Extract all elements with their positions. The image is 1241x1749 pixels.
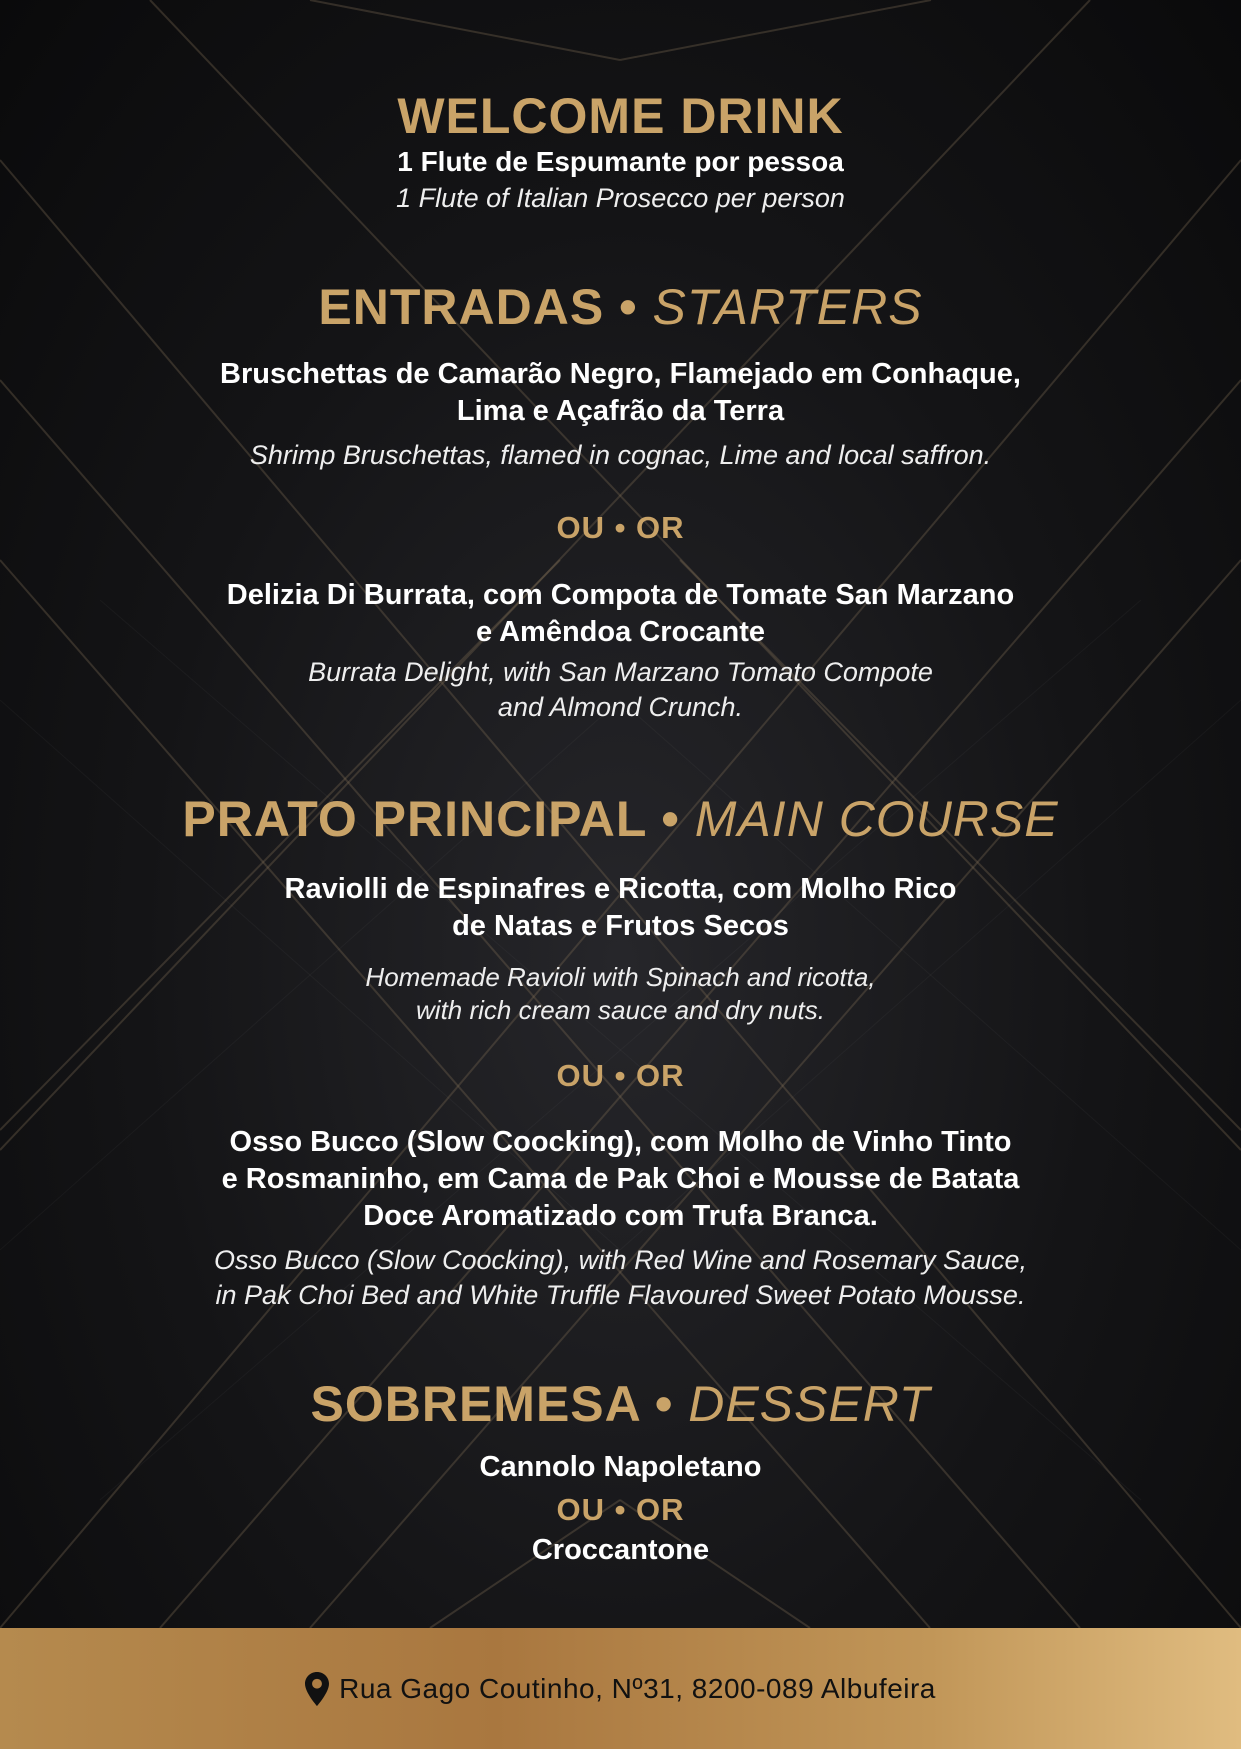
starter-dish-2-en-line1: Burrata Delight, with San Marzano Tomato Compote <box>308 657 933 687</box>
starters-section <box>0 278 1241 336</box>
welcome-section <box>0 88 1241 216</box>
dessert-items <box>0 1449 1241 1565</box>
location-pin-icon <box>305 1672 329 1706</box>
starter-dish-2-pt-line1: Delizia Di Burrata, com Compota de Tomate San Marzano <box>226 579 1015 611</box>
starter-dish-1-pt-line1: Bruschettas de Camarão Negro, Flamejado em Conhaque, <box>220 358 1021 390</box>
main-dish-2-en-line2: in Pak Choi Bed and White Truffle Flavoured Sweet Potato Mousse. <box>215 1280 1026 1310</box>
dessert-or-label: OU • OR <box>556 1492 685 1527</box>
main-course-title-pt: PRATO PRINCIPAL <box>182 791 647 847</box>
main-dish-2-pt-line2: e Rosmaninho, em Cama de Pak Choi e Mousse de Batata <box>221 1163 1020 1195</box>
main-dish-1-pt-line1: Raviolli de Espinafres e Ricotta, com Molho Rico <box>284 873 957 905</box>
main-dish-2-en-line1: Osso Bucco (Slow Coocking), with Red Wine and Rosemary Sauce, <box>213 1245 1028 1275</box>
dessert-item-1: Cannolo Napoletano <box>479 1451 762 1483</box>
starter-dish-1-pt-line2: Lima e Açafrão da Terra <box>456 395 785 427</box>
starters-or-label: OU • OR <box>556 510 685 545</box>
main-dish-1-en-line1: Homemade Ravioli with Spinach and ricotta, <box>365 962 876 992</box>
main-dish-1 <box>0 871 1241 1027</box>
main-course-title-en: MAIN COURSE <box>694 791 1059 847</box>
starters-title-en: STARTERS <box>652 279 923 335</box>
main-dish-1-pt-line2: de Natas e Frutos Secos <box>452 910 789 942</box>
dessert-section <box>0 1375 1241 1433</box>
starter-dish-2-pt-line2: e Amêndoa Crocante <box>476 616 765 648</box>
main-dish-1-en-line2: with rich cream sauce and dry nuts. <box>416 995 825 1025</box>
main-course-title <box>0 790 1241 848</box>
main-course-or-label: OU • OR <box>556 1058 685 1093</box>
main-course-section <box>0 790 1241 848</box>
starter-dish-2 <box>0 577 1241 725</box>
dessert-title-en: DESSERT <box>688 1376 931 1432</box>
dessert-title-separator: • <box>639 1376 689 1432</box>
starters-title-separator: • <box>604 279 653 335</box>
starter-dish-1 <box>0 356 1241 473</box>
starters-title <box>0 278 1241 336</box>
starter-dish-2-en-line2: and Almond Crunch. <box>497 692 744 722</box>
dessert-title <box>0 1375 1241 1433</box>
dessert-item-2: Croccantone <box>531 1534 710 1566</box>
main-course-title-separator: • <box>646 791 695 847</box>
footer-address-bar <box>0 1628 1241 1749</box>
starters-title-pt: ENTRADAS <box>318 279 605 335</box>
main-dish-2-pt-line3: Doce Aromatizado com Trufa Branca. <box>363 1200 878 1232</box>
footer-address: Rua Gago Coutinho, Nº31, 8200-089 Albufeira <box>339 1672 936 1704</box>
welcome-line-en: 1 Flute of Italian Prosecco per person <box>396 183 845 213</box>
welcome-line-pt: 1 Flute de Espumante por pessoa <box>397 146 844 177</box>
dessert-title-pt: SOBREMESA <box>310 1376 640 1432</box>
welcome-title: WELCOME DRINK <box>397 88 844 144</box>
starter-dish-1-en: Shrimp Bruschettas, flamed in cognac, Lime and local saffron. <box>249 440 992 470</box>
main-dish-2-pt-line1: Osso Bucco (Slow Coocking), com Molho de Vinho Tinto <box>229 1126 1012 1158</box>
main-dish-2 <box>0 1124 1241 1313</box>
